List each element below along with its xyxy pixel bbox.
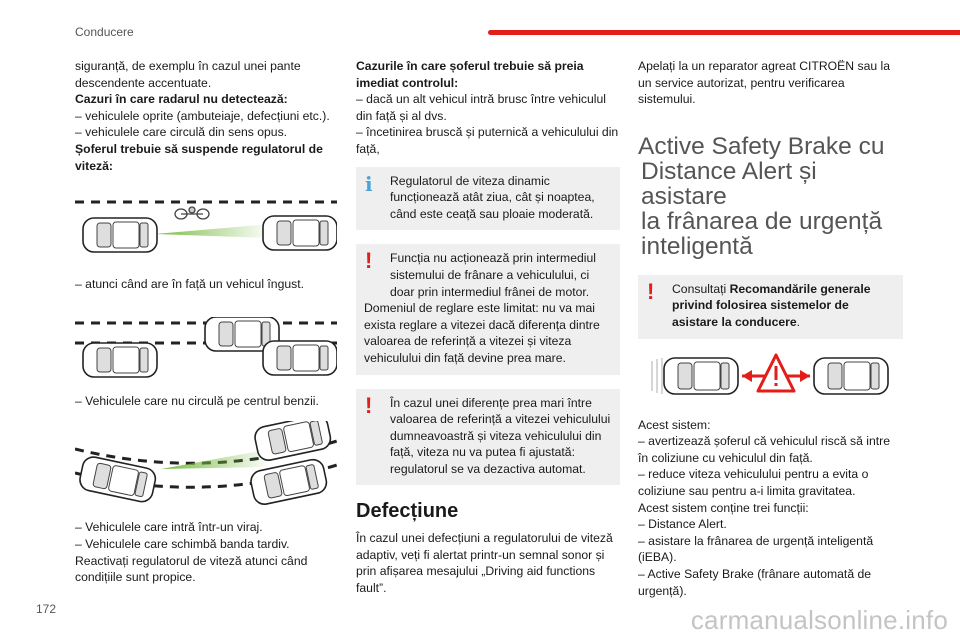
paragraph: În cazul unei defecțiuni a regulatorului de viteză adaptiv, veți fi alertat printr-un semnal sonor și prin afișarea mesajului „Driving aid functions fault”.: [356, 531, 613, 595]
list-item: – Distance Alert.: [638, 517, 727, 532]
header-accent-bar: [488, 30, 960, 35]
column-1: [75, 58, 337, 586]
info-icon: i: [365, 171, 373, 196]
page-header-title: Conducere: [75, 25, 134, 39]
list-item: – vehiculele oprite (ambuteiaje, defecțiuni etc.).: [75, 108, 330, 123]
list-item: – Active Safety Brake (frânare automată de urgență).: [638, 566, 872, 598]
warning-note: [356, 244, 620, 374]
watermark: carmanualsonline.info: [690, 605, 948, 635]
list-item: – încetinirea bruscă și puternică a vehiculului din față,: [356, 125, 619, 156]
list-item: – vehiculele care circulă din sens opus.: [75, 125, 288, 140]
warning-icon: !: [365, 392, 373, 418]
list-item: – avertizează șoferul că vehiculul riscă să intre în coliziune cu vehiculul din față.: [638, 434, 890, 465]
list-item: – Vehiculele care schimbă banda tardiv.: [75, 536, 290, 551]
section-title: Active Safety Brake cu Distance Alert și asistare la frânarea de urgență inteligentă: [638, 132, 885, 260]
paragraph: Acest sistem conține trei funcții:: [638, 500, 809, 515]
note-text: Funcția nu acționează prin intermediul sistemului de frânare a vehiculului, ci doar prin intermediul frânei de motor.: [390, 251, 596, 299]
warning-icon: !: [365, 248, 373, 274]
info-note: [356, 167, 620, 231]
list-item: – Vehiculele care intră într-un viraj.: [75, 520, 263, 535]
column-3: [638, 58, 903, 599]
paragraph: Reactivați regulatorul de viteză atunci când condițiile sunt propice.: [75, 553, 308, 585]
list-item: – reduce viteza vehiculului pentru a evita o coliziune sau pentru a-i limita gravitatea.: [638, 467, 869, 498]
warning-note: [638, 275, 903, 339]
paragraph: siguranță, de exemplu în cazul unei pante descendente accentuate.: [75, 59, 301, 90]
note-text: În cazul unei diferențe prea mari între valoarea de referință a vitezei vehiculului dumneavoastră și viteza vehiculului din față, viteza nu va putea fi ajustată: regulatorul se va dezactiva automat.: [390, 395, 611, 476]
note-text: Domeniul de reglare este limitat: nu va mai exista reglare a vitezei dacă diferența dintre valoarea de referință a vitezei și viteza vehiculului din față devine prea mare.: [364, 301, 600, 365]
list-item: – dacă un alt vehicul intră brusc între vehiculul din față și al dvs.: [356, 92, 606, 123]
page-number: 172: [36, 602, 57, 616]
subheading: Cazurile în care șoferul trebuie să preia imediat controlul:: [356, 59, 584, 90]
curve-vehicle-illustration: [75, 421, 337, 513]
subheading: Cazuri în care radarul nu detectează:: [75, 92, 288, 107]
list-item: – asistare la frânarea de urgență inteligentă (iEBA).: [638, 533, 874, 565]
column-2: [356, 58, 620, 596]
note-text: Regulatorul de viteza dinamic funcționează atât ziua, cât și noaptea, când este ceață sau ploaie moderată.: [390, 173, 595, 221]
list-item: – atunci când are în față un vehicul îngust.: [75, 277, 305, 292]
warning-note: [356, 389, 620, 486]
section-heading: Defecțiune: [356, 500, 459, 523]
paragraph: Apelați la un reparator agreat CITROËN sau la un service autorizat, pentru verificarea sistemului.: [638, 59, 890, 107]
subheading: Șoferul trebuie să suspende regulatorul de viteză:: [75, 141, 323, 173]
off-center-vehicle-illustration: [75, 317, 337, 379]
list-item: – Vehiculele care nu circulă pe centrul benzii.: [75, 393, 319, 408]
note-text: Consultați Recomandările generale privind folosirea sistemelor de asistare la conducere.: [672, 281, 871, 329]
narrow-vehicle-illustration: [75, 196, 337, 266]
warning-icon: !: [647, 278, 655, 304]
paragraph: Acest sistem:: [638, 417, 711, 432]
collision-warning-illustration: [638, 353, 903, 403]
